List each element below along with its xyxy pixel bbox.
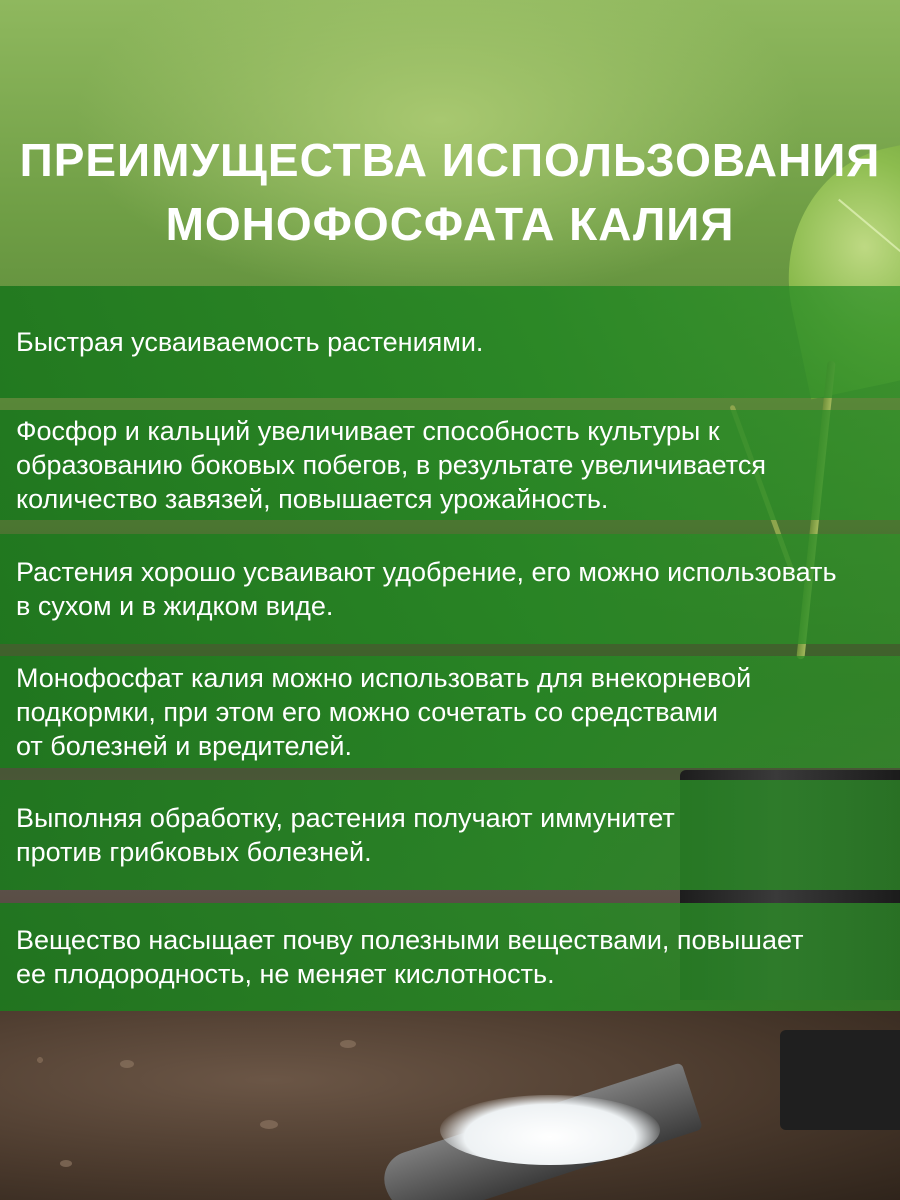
- page-title-line-1: ПРЕИМУЩЕСТВА ИСПОЛЬЗОВАНИЯ: [19, 134, 881, 186]
- benefit-panel-1: [0, 286, 900, 398]
- benefit-panel-4: [0, 656, 900, 768]
- soil-speck: [260, 1120, 278, 1129]
- benefit-text-3: Растения хорошо усваивают удобрение, его можно использовать в сухом и в жидком виде.: [16, 557, 837, 621]
- soil-speck: [340, 1040, 356, 1048]
- benefit-text-6: Вещество насыщает почву полезными веществами, повышает ее плодородность, не меняет кислотность.: [16, 925, 804, 989]
- benefit-text-2: Фосфор и кальций увеличивает способность культуры к образованию боковых побегов, в результате увеличивается количество завязей, повышается урожайность.: [16, 416, 766, 514]
- benefit-panel-6: [0, 903, 900, 1011]
- benefit-text-4: Монофосфат калия можно использовать для внекорневой подкормки, при этом его можно сочетать со средствами от болезней и вредителей.: [16, 663, 752, 761]
- benefit-text-1: Быстрая усваиваемость растениями.: [16, 327, 484, 357]
- benefit-text-5: Выполняя обработку, растения получают иммунитет против грибковых болезней.: [16, 803, 675, 867]
- page-title-line-2: МОНОФОСФАТА КАЛИЯ: [165, 198, 735, 250]
- page-title: [0, 128, 900, 256]
- fertilizer-granules-decoration: [440, 1095, 660, 1165]
- benefit-panel-3: [0, 534, 900, 644]
- garden-tool-decoration: [780, 1030, 900, 1130]
- soil-speck: [120, 1060, 134, 1068]
- benefit-panel-2: [0, 410, 900, 520]
- soil-speck: [60, 1160, 72, 1167]
- benefit-panel-5: [0, 780, 900, 890]
